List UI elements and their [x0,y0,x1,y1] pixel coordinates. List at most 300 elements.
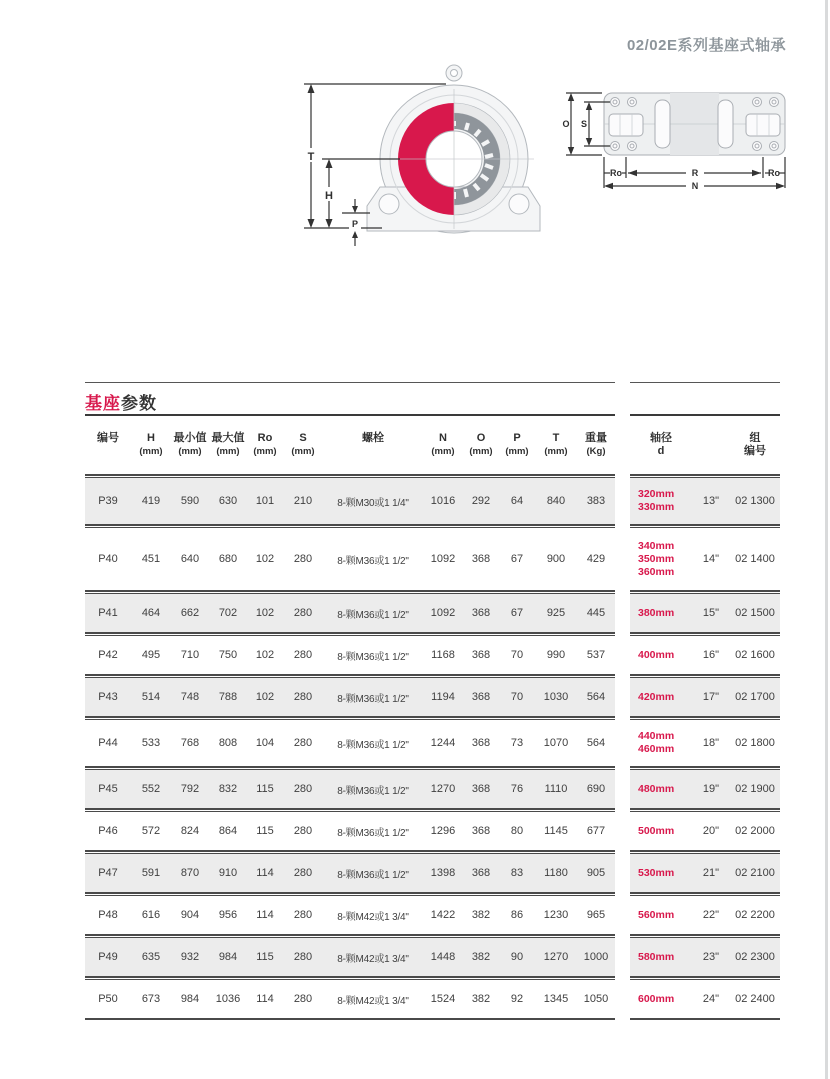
cell-shaft-diameter [630,649,692,662]
cell-n: 1194 [431,691,455,703]
cell-w: 429 [586,553,606,565]
row-gap [615,854,630,892]
row-main-cells [85,854,615,892]
cell-code: P47 [98,867,118,879]
cell-group-number: 02 1800 [735,737,775,749]
cell-shaft-diameter [630,825,692,838]
cell-o: 382 [471,951,491,963]
cell-group-number: 02 1300 [735,495,775,507]
cell-t: 840 [546,495,566,507]
cell-group-number: 02 2300 [735,951,775,963]
cell-h: 552 [141,783,161,795]
column-unit: (mm) [505,446,529,457]
dimension-T-label: T [307,151,315,163]
table-row [85,528,780,590]
cell-ro: 115 [256,783,274,795]
cell-w: 1000 [583,951,609,963]
cell-n: 1244 [430,737,456,749]
cell-inch: 18" [702,737,720,749]
cell-n: 1270 [430,783,456,795]
cell-max: 984 [218,951,238,963]
cell-t: 1180 [544,867,568,879]
bearing-front-view-drawing [282,56,562,261]
column-label: 最大值 [211,432,245,444]
foot-hole-right [509,194,529,214]
cell-t: 1070 [543,737,569,749]
cell-code: P40 [98,553,118,565]
cell-ro: 102 [255,649,275,661]
cell-bolt: 8-颗M30或1 1/4" [337,497,409,509]
column-header-s [283,432,323,458]
cell-code: P42 [98,649,118,661]
cell-w: 690 [586,783,606,795]
shaft-diameter-value: 580mm [638,950,675,963]
cell-ro: 102 [255,553,275,565]
cell-n: 1398 [430,867,456,879]
cell-code: P43 [98,691,118,703]
row-main-cells [85,720,615,766]
row-main-cells [85,812,615,850]
dimension-P-label: P [351,219,359,229]
center-hole-left [609,114,643,136]
cell-w: 677 [586,825,606,837]
cell-s: 280 [293,691,313,703]
main-header-cols [85,416,615,474]
shaft-diameter-value: 480mm [638,782,675,795]
row-gap [615,528,630,590]
column-label: P [513,432,521,444]
cell-group-number: 02 2200 [735,909,775,921]
cell-p: 76 [510,783,524,795]
table-row [85,854,780,892]
cell-w: 564 [586,737,606,749]
cell-group-number: 02 2400 [735,993,775,1005]
cell-ro: 101 [255,495,275,507]
dimension-R-label: R [691,168,699,178]
cell-code: P46 [98,825,118,837]
cell-p: 70 [510,691,524,703]
cell-inch: 17" [702,691,720,703]
column-unit: (mm) [544,446,568,457]
shaft-diameter-value: 340mm [638,539,675,552]
cell-max: 680 [218,553,238,565]
cell-code: P49 [98,951,118,963]
column-label: N [439,432,447,444]
row-gap [615,678,630,716]
cell-bolt: 8-颗M36或1 1/2" [337,827,409,839]
cell-o: 368 [471,691,491,703]
cell-p: 92 [510,993,524,1005]
cell-inch: 15" [702,607,720,619]
slot-hole-right [718,100,733,148]
cell-p: 73 [510,737,524,749]
cell-min: 590 [180,495,200,507]
section-title-band [85,382,780,416]
row-side-cells [630,720,780,766]
shaft-diameter-value: 500mm [638,824,675,837]
cell-o: 368 [471,783,491,795]
cell-n: 1016 [430,495,456,507]
column-header-bolt [323,432,423,458]
column-unit: (mm) [139,446,163,457]
cell-p: 83 [510,867,524,879]
shaft-diameter-value: 350mm [638,552,675,565]
cell-inch: 13" [702,495,720,507]
cell-s: 280 [293,867,313,879]
cell-shaft-diameter [630,783,692,796]
column-header-shaft-diameter: 轴径 d [650,432,672,457]
cell-h: 616 [141,909,161,921]
row-side-cells [630,528,780,590]
cell-h: 673 [141,993,161,1005]
cell-o: 368 [471,737,491,749]
cell-ro: 104 [255,737,275,749]
cell-min: 792 [180,783,200,795]
column-label: Ro [257,432,273,444]
row-main-cells [85,678,615,716]
cell-code: P39 [98,495,118,507]
cell-s: 280 [293,607,313,619]
shaft-diameter-value: 420mm [638,690,675,703]
row-gap [615,636,630,674]
base-top-view-drawing [558,76,828,216]
row-gap [615,594,630,632]
cell-group-number: 02 1700 [735,691,775,703]
cell-p: 70 [510,649,524,661]
cell-n: 1296 [430,825,456,837]
table-bottom-rule [85,1018,780,1022]
column-label: H [147,432,155,444]
cell-w: 564 [586,691,606,703]
row-side-cells [630,938,780,976]
row-side-cells [630,770,780,808]
table-row [85,938,780,976]
cell-ro: 102 [255,607,275,619]
cell-t: 1110 [544,783,568,795]
cell-s: 280 [293,909,313,921]
cell-n: 1422 [430,909,456,921]
cell-min: 984 [180,993,200,1005]
row-side-cells [630,896,780,934]
cell-min: 662 [180,607,200,619]
row-main-cells [85,980,615,1018]
column-label: O [476,432,486,444]
cell-code: P50 [98,993,118,1005]
cell-max: 1036 [215,993,241,1005]
cell-shaft-diameter [630,540,692,579]
dimension-Ro-left-label: Ro [610,168,622,178]
table-row [85,896,780,934]
dimension-Ro-right-label: Ro [768,168,780,178]
cell-inch: 23" [702,951,720,963]
cell-shaft-diameter [630,993,692,1006]
cell-inch: 19" [702,783,720,795]
cell-max: 832 [218,783,238,795]
column-header-ro [247,432,283,458]
cell-p: 80 [510,825,524,837]
cell-code: P41 [98,607,118,619]
cell-ro: 115 [256,825,274,837]
cell-t: 1145 [544,825,568,837]
cell-p: 64 [510,495,524,507]
table-row [85,678,780,716]
cell-group-number: 02 1600 [735,649,775,661]
cell-group-number: 02 2100 [735,867,775,879]
separator-line [85,1018,615,1020]
cell-n: 1092 [430,607,456,619]
row-main-cells [85,636,615,674]
cell-shaft-diameter [630,867,692,880]
cell-code: P45 [98,783,118,795]
cell-shaft-diameter [630,730,692,756]
cell-inch: 24" [702,993,720,1005]
cell-w: 445 [586,607,606,619]
section-title [85,384,157,414]
cell-t: 925 [546,607,566,619]
cell-ro: 114 [256,993,274,1005]
cell-bolt: 8-颗M36或1 1/2" [337,869,409,881]
cell-o: 382 [471,909,491,921]
row-side-cells [630,812,780,850]
base-parameters-section [85,382,780,1022]
cell-inch: 14" [702,553,720,565]
cell-h: 591 [141,867,161,879]
cell-t: 990 [546,649,566,661]
cell-bolt: 8-颗M36或1 1/2" [337,693,409,705]
column-unit: (mm) [253,446,277,457]
cell-inch: 20" [702,825,720,837]
cell-inch: 21" [702,867,720,879]
column-header-n [423,432,463,458]
cell-bolt: 8-颗M36或1 1/2" [337,555,409,567]
cell-n: 1168 [431,649,455,661]
cell-p: 67 [510,607,524,619]
column-header-p [499,432,535,458]
cell-ro: 114 [256,867,274,879]
cell-s: 280 [293,649,313,661]
cell-code: P48 [98,909,118,921]
cell-group-number: 02 1400 [735,553,775,565]
cell-h: 495 [141,649,161,661]
cell-code: P44 [98,737,118,749]
cell-w: 383 [586,495,606,507]
column-unit: (mm) [291,446,315,457]
column-unit [107,445,110,458]
cell-group-number: 02 2000 [735,825,775,837]
shaft-diameter-value: 320mm [638,488,675,500]
column-label: S [299,432,307,444]
shaft-diameter-value: 380mm [638,606,675,619]
column-unit: (mm) [216,446,240,457]
cell-o: 368 [471,867,491,879]
cell-max: 808 [218,737,238,749]
cell-shaft-diameter [630,951,692,964]
column-header-w [577,432,615,458]
cell-shaft-diameter [630,909,692,922]
cell-s: 280 [293,825,313,837]
cell-o: 368 [471,607,491,619]
shaft-diameter-value: 440mm [638,730,675,742]
cell-o: 368 [471,649,491,661]
row-side-cells [630,478,780,524]
column-unit: (mm) [469,446,493,457]
cell-ro: 114 [256,909,274,921]
column-label: 螺栓 [362,432,384,444]
column-unit: (Kg) [586,446,606,457]
cell-n: 1524 [430,993,456,1005]
cell-s: 280 [293,993,313,1005]
cell-max: 788 [218,691,238,703]
cell-shaft-diameter [630,488,692,514]
column-label: T [552,432,560,444]
dimension-O-label: O [562,119,570,129]
row-side-cells [630,678,780,716]
row-side-cells [630,636,780,674]
cell-bolt: 8-颗M36或1 1/2" [337,609,409,621]
cell-bolt: 8-颗M42或1 3/4" [337,953,409,965]
cell-ro: 115 [256,951,274,963]
cell-o: 368 [471,825,491,837]
cell-min: 824 [180,825,200,837]
shaft-diameter-value: 600mm [638,992,675,1005]
row-main-cells [85,938,615,976]
cell-min: 768 [180,737,200,749]
column-header-o [463,432,499,458]
cell-max: 864 [218,825,238,837]
cell-s: 280 [293,951,313,963]
cell-s: 280 [293,553,313,565]
dimension-N-label: N [691,181,699,191]
cell-w: 965 [586,909,606,921]
cell-min: 748 [180,691,200,703]
column-header-group-number: 组 编号 [744,432,766,457]
cell-max: 630 [218,495,238,507]
cell-group-number: 02 1500 [735,607,775,619]
section-title-accent: 基座 [85,393,121,413]
row-main-cells [85,478,615,524]
cell-bolt: 8-颗M36或1 1/2" [337,651,409,663]
cell-t: 1345 [543,993,569,1005]
table-row [85,594,780,632]
shaft-diameter-value: 530mm [638,866,675,879]
column-header-max [209,432,247,458]
table-body [85,478,780,1022]
dimension-S-label: S [580,119,588,129]
separator-line [630,1018,780,1020]
cell-h: 572 [141,825,161,837]
row-gap [615,980,630,1018]
cell-group-number: 02 1900 [735,783,775,795]
column-header-code [85,432,131,458]
cell-t: 1030 [543,691,569,703]
cell-w: 1050 [583,993,609,1005]
cell-n: 1448 [430,951,456,963]
cell-max: 702 [218,607,238,619]
cell-t: 1270 [543,951,569,963]
cell-ro: 102 [255,691,275,703]
column-header-h [131,432,171,458]
shaft-diameter-value: 560mm [638,908,675,921]
shaft-diameter-value: 400mm [638,648,675,661]
table-row [85,770,780,808]
row-gap [615,938,630,976]
cell-h: 419 [141,495,161,507]
shaft-diameter-value: 330mm [638,501,675,513]
row-main-cells [85,896,615,934]
row-gap [615,896,630,934]
cell-h: 514 [141,691,161,703]
cell-bolt: 8-颗M36或1 1/2" [337,785,409,797]
table-row [85,812,780,850]
cell-min: 904 [180,909,200,921]
column-label: 编号 [97,432,119,444]
cell-max: 750 [218,649,238,661]
cell-p: 86 [510,909,524,921]
cell-min: 640 [180,553,200,565]
cell-o: 368 [471,553,491,565]
cell-min: 710 [180,649,200,661]
cell-t: 900 [546,553,566,565]
cell-p: 90 [510,951,524,963]
row-gap [615,478,630,524]
table-row [85,720,780,766]
table-row [85,636,780,674]
column-header-t [535,432,577,458]
dimension-H-label: H [325,190,333,202]
row-gap [615,812,630,850]
section-title-rest: 参数 [121,393,157,413]
cell-o: 382 [471,993,491,1005]
separator-gap [615,1018,630,1022]
row-side-cells [630,594,780,632]
column-header-min [171,432,209,458]
cell-bolt: 8-颗M42或1 3/4" [337,911,409,923]
cell-h: 533 [141,737,161,749]
row-main-cells [85,528,615,590]
row-side-cells [630,980,780,1018]
page-title: 02/02E系列基座式轴承 [626,37,786,54]
table-header-row [85,416,780,474]
cell-s: 210 [293,495,313,507]
cell-inch: 16" [702,649,720,661]
cell-min: 870 [180,867,200,879]
column-unit [372,445,375,458]
row-gap [615,720,630,766]
cell-shaft-diameter [630,607,692,620]
column-label: 最小值 [173,432,207,444]
foot-hole-left [379,194,399,214]
table-row [85,478,780,524]
cell-p: 67 [510,553,524,565]
cell-w: 537 [586,649,606,661]
cell-s: 280 [293,737,313,749]
cell-shaft-diameter [630,691,692,704]
cell-h: 635 [141,951,161,963]
cell-o: 292 [471,495,491,507]
row-main-cells [85,594,615,632]
cell-bolt: 8-颗M42或1 3/4" [337,995,409,1007]
shaft-diameter-value: 360mm [638,565,675,578]
shaft-diameter-value: 460mm [638,743,675,755]
cell-bolt: 8-颗M36或1 1/2" [337,739,409,751]
row-side-cells [630,854,780,892]
cell-h: 464 [141,607,161,619]
column-unit: (mm) [178,446,202,457]
column-unit: (mm) [431,446,455,457]
cell-max: 956 [218,909,238,921]
cell-min: 932 [180,951,200,963]
cell-s: 280 [293,783,313,795]
